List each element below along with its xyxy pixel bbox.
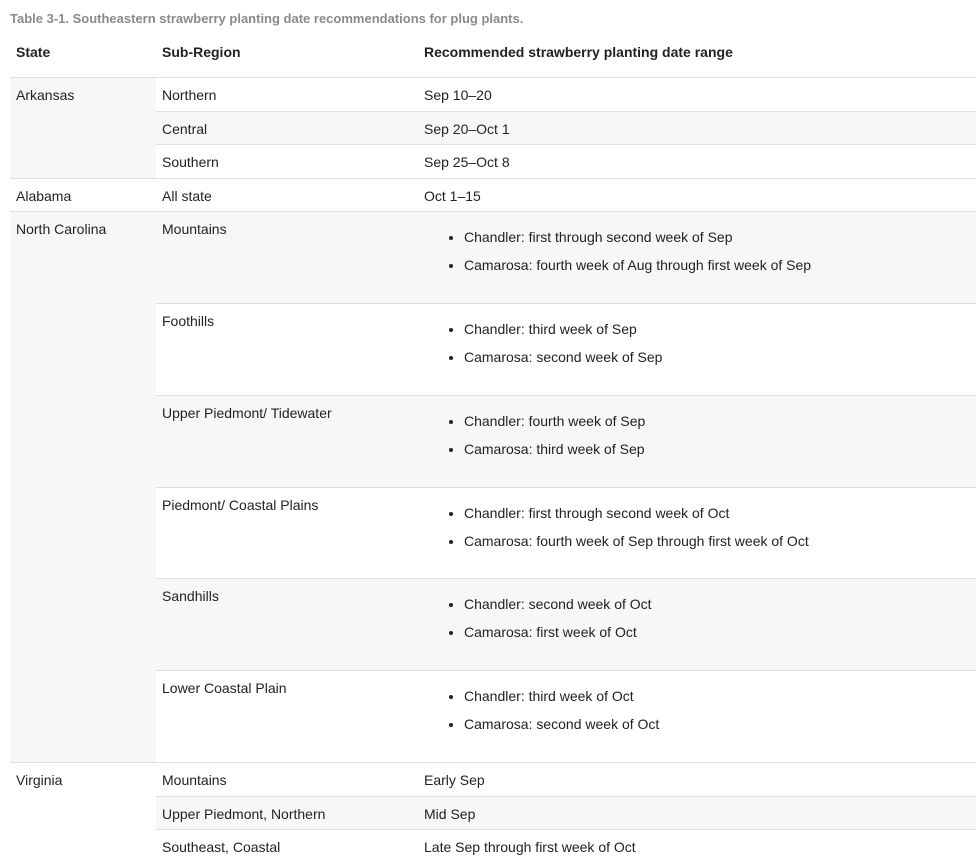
list-item: • Chandler: first through second week of Sep — [464, 228, 976, 246]
sub-region-cell: Southeast, Coastal — [156, 830, 418, 864]
list-item: • Camarosa: second week of Sep — [464, 348, 976, 366]
date-range-cell — [418, 396, 976, 488]
table-row — [10, 212, 976, 304]
list-item: • Chandler: first through second week of Oct — [464, 504, 976, 522]
recommendation-list — [424, 412, 976, 458]
header-recommended-range: Recommended strawberry planting date range — [424, 44, 733, 60]
header-row — [10, 36, 976, 78]
header-state: State — [16, 44, 51, 60]
state-cell: North Carolina — [10, 212, 156, 763]
state-cell: Arkansas — [10, 78, 156, 179]
date-range-cell — [418, 212, 976, 304]
date-range-cell: Oct 1–15 — [418, 179, 976, 212]
recommendation-list — [424, 228, 976, 274]
date-range-cell — [418, 488, 976, 579]
state-cell: Virginia — [10, 763, 156, 864]
recommendation-list — [424, 504, 976, 550]
sub-region-cell: Mountains — [156, 763, 418, 797]
date-range-cell: Sep 10–20 — [418, 78, 976, 112]
sub-region-cell: Sandhills — [156, 579, 418, 671]
state-cell: Alabama — [10, 179, 156, 212]
list-item: • Camarosa: first week of Oct — [464, 623, 976, 641]
date-range-cell: Sep 25–Oct 8 — [418, 145, 976, 179]
sub-region-cell: Central — [156, 112, 418, 145]
table-row — [10, 179, 976, 212]
list-item: • Chandler: second week of Oct — [464, 595, 976, 613]
planting-date-table — [10, 36, 976, 864]
date-range-cell: Mid Sep — [418, 797, 976, 830]
date-range-cell: Late Sep through first week of Oct — [418, 830, 976, 864]
list-item: • Camarosa: third week of Sep — [464, 440, 976, 458]
header-sub-region: Sub-Region — [162, 44, 241, 60]
table-row — [10, 763, 976, 797]
sub-region-cell: Upper Piedmont/ Tidewater — [156, 396, 418, 488]
date-range-cell: Sep 20–Oct 1 — [418, 112, 976, 145]
date-range-cell: Early Sep — [418, 763, 976, 797]
date-range-cell — [418, 579, 976, 671]
list-item: • Camarosa: fourth week of Sep through first week of Oct — [464, 532, 976, 550]
table-caption: Table 3-1. Southeastern strawberry planting date recommendations for plug plants. — [10, 11, 524, 26]
list-item: • Chandler: third week of Sep — [464, 320, 976, 338]
sub-region-cell: Mountains — [156, 212, 418, 304]
list-item: • Chandler: third week of Oct — [464, 687, 976, 705]
sub-region-cell: Lower Coastal Plain — [156, 671, 418, 763]
list-item: • Camarosa: fourth week of Aug through first week of Sep — [464, 256, 976, 274]
sub-region-cell: Northern — [156, 78, 418, 112]
date-range-cell — [418, 304, 976, 396]
sub-region-cell: Southern — [156, 145, 418, 179]
sub-region-cell: Piedmont/ Coastal Plains — [156, 488, 418, 579]
list-item: • Chandler: fourth week of Sep — [464, 412, 976, 430]
date-range-cell — [418, 671, 976, 763]
sub-region-cell: Upper Piedmont, Northern — [156, 797, 418, 830]
recommendation-list — [424, 320, 976, 366]
sub-region-cell: All state — [156, 179, 418, 212]
list-item: • Camarosa: second week of Oct — [464, 715, 976, 733]
recommendation-list — [424, 687, 976, 733]
sub-region-cell: Foothills — [156, 304, 418, 396]
table-row — [10, 78, 976, 112]
recommendation-list — [424, 595, 976, 641]
